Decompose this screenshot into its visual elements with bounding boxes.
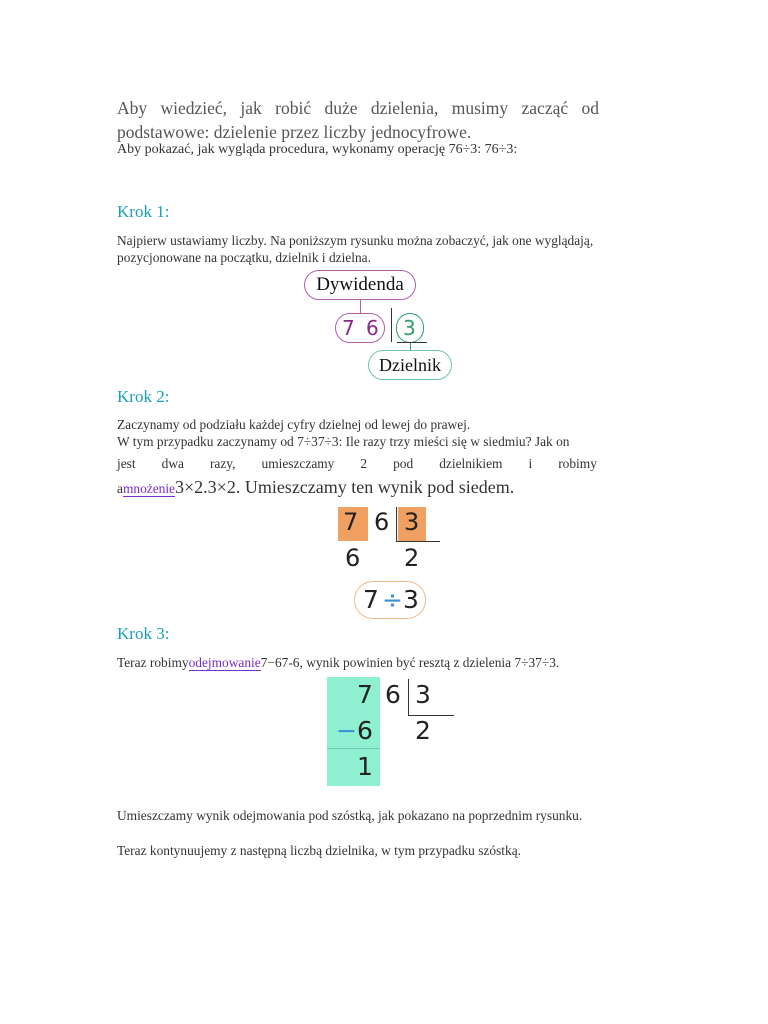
digit-6: 6 xyxy=(385,680,401,709)
product-digit: 6 xyxy=(345,544,361,572)
quotient-digit: 2 xyxy=(404,544,420,572)
dividend-label-bubble xyxy=(304,270,416,300)
divisor-digit: 3 xyxy=(404,508,420,536)
divisor-label: Dzielnik xyxy=(379,355,441,375)
step2-text-4 xyxy=(117,479,514,497)
step2-word: i xyxy=(528,456,533,471)
step2-text-4-rest: 3×2.3×2. Umieszczamy ten wynik pod siedem. xyxy=(175,477,515,497)
step3-text xyxy=(117,654,559,671)
step1-diagram xyxy=(300,268,460,384)
division-bar-horizontal xyxy=(396,541,440,542)
step2-diagram xyxy=(330,505,450,623)
footer-paragraph-2: Teraz kontynuujemy z następną liczbą dzielnika, w tym przypadku szóstką. xyxy=(117,843,521,858)
bubble-left: 7 xyxy=(363,585,379,614)
step2-word: dwa xyxy=(161,456,184,471)
digit-6: 6 xyxy=(374,508,390,536)
operation-bubble xyxy=(354,581,426,619)
step2-text-2: W tym przypadku zaczynamy od 7÷37÷3: Ile razy trzy mieści się w siedmiu? Jak on xyxy=(117,434,570,449)
intro-line-1: Aby wiedzieć, jak robić duże dzielenia, musimy zacząć od xyxy=(117,98,599,118)
remainder-digit: 1 xyxy=(357,752,373,781)
multiplication-link[interactable]: mnożenie xyxy=(122,481,176,496)
divisor-bubble xyxy=(396,313,424,343)
step1-heading: Krok 1: xyxy=(117,202,170,221)
bubble-right: 3 xyxy=(403,585,419,614)
step2-text-3 xyxy=(117,455,597,472)
minus-sign: − xyxy=(336,716,357,745)
step2-text-1: Zaczynamy od podziału każdej cyfry dzielnej od lewej do prawej. xyxy=(117,417,471,432)
step2-word: dzielnikiem xyxy=(439,456,503,471)
digit-7: 7 xyxy=(357,680,373,709)
step3-text-prefix: Teraz robimy xyxy=(117,655,189,670)
step2-text-4-prefix: a xyxy=(117,481,123,496)
dividend-bubble xyxy=(335,313,385,343)
division-bar-horizontal xyxy=(397,342,427,343)
digit-7: 7 xyxy=(343,508,359,536)
quotient-digit: 2 xyxy=(415,716,431,745)
subtrahend-digit: 6 xyxy=(357,716,373,745)
subtraction-line xyxy=(327,748,380,749)
step3-diagram xyxy=(327,677,457,789)
dividend-label: Dywidenda xyxy=(316,274,404,295)
dividend-digit-6: 6 xyxy=(366,316,379,340)
step2-heading: Krok 2: xyxy=(117,387,170,406)
step2-word: umieszczamy xyxy=(261,456,335,471)
divisor-digit: 3 xyxy=(415,680,431,709)
step2-word: 2 xyxy=(360,456,368,471)
step3-text-rest: 7−67-6, wynik powinien być resztą z dzielenia 7÷37÷3. xyxy=(260,655,560,670)
dividend-digit-7: 7 xyxy=(342,316,355,340)
step1-text-2: pozycjonowane na początku, dzielnik i dzielna. xyxy=(117,250,371,265)
subtraction-link[interactable]: odejmowanie xyxy=(188,655,261,670)
divide-operator: ÷ xyxy=(382,585,403,614)
divisor-digit: 3 xyxy=(403,316,416,340)
division-bar-vertical xyxy=(391,308,392,342)
division-bar-vertical xyxy=(396,507,397,541)
step2-word: pod xyxy=(393,456,414,471)
step2-word: robimy xyxy=(558,456,597,471)
step2-word: jest xyxy=(117,456,136,471)
step3-heading: Krok 3: xyxy=(117,624,170,643)
step2-word: razy, xyxy=(209,456,236,471)
division-bar-vertical xyxy=(408,679,409,715)
footer-paragraph-1: Umieszczamy wynik odejmowania pod szóstką, jak pokazano na poprzednim rysunku. xyxy=(117,808,583,823)
step1-text-1: Najpierw ustawiamy liczby. Na poniższym rysunku można zobaczyć, jak one wyglądają, xyxy=(117,233,594,248)
intro-line-2: podstawowe: dzielenie przez liczby jednocyfrowe. xyxy=(117,122,472,142)
divisor-label-bubble xyxy=(368,350,452,380)
dividend-connector xyxy=(360,300,361,314)
intro-line-3: Aby pokazać, jak wygląda procedura, wykonamy operację 76÷3: 76÷3: xyxy=(117,142,518,157)
